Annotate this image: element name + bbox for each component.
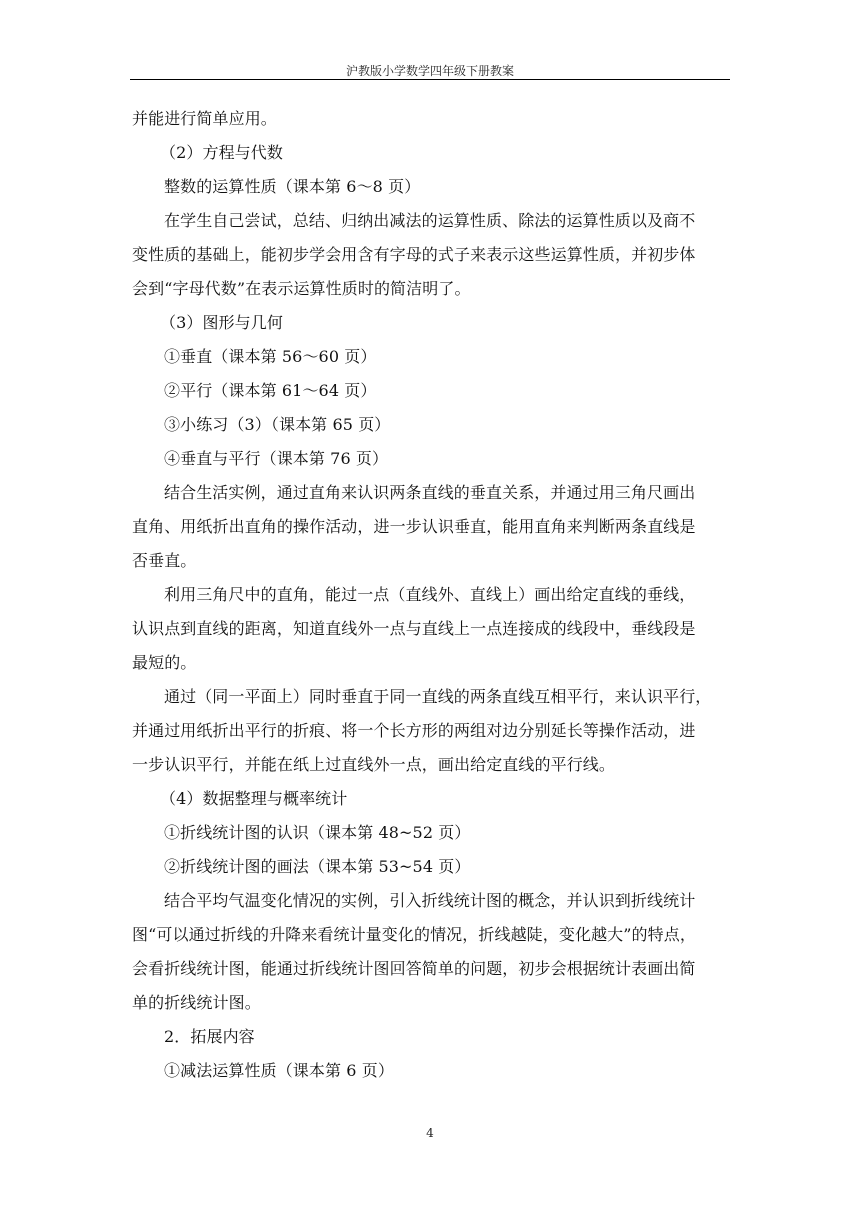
text-line: ①垂直（课本第 56～60 页） <box>164 347 377 366</box>
text-line: 结合平均气温变化情况的实例，引入折线统计图的概念，并认识到折线统计 <box>164 891 696 910</box>
text-line: 在学生自己尝试，总结、归纳出减法的运算性质、除法的运算性质以及商不 <box>164 211 696 230</box>
document-body <box>132 102 734 1088</box>
page-number: 4 <box>426 1126 434 1140</box>
text-line: 单的折线统计图。 <box>132 993 261 1012</box>
text-line: ②平行（课本第 61～64 页） <box>164 381 377 400</box>
text-line: （4）数据整理与概率统计 <box>160 789 348 808</box>
text-line: 会到“字母代数”在表示运算性质时的简洁明了。 <box>132 279 471 298</box>
text-line: ②折线统计图的画法（课本第 53~54 页） <box>164 857 471 876</box>
text-line: 图“可以通过折线的升降来看统计量变化的情况，折线越陡，变化越大”的特点， <box>132 925 696 944</box>
text-line: 最短的。 <box>132 653 197 672</box>
header-rule <box>130 79 730 80</box>
text-line: ①减法运算性质（课本第 6 页） <box>164 1061 394 1080</box>
page-header-title: 沪教版小学数学四年级下册教案 <box>345 64 514 78</box>
text-line: ④垂直与平行（课本第 76 页） <box>164 449 389 468</box>
text-line: 利用三角尺中的直角，能过一点（直线外、直线上）画出给定直线的垂线， <box>164 585 696 604</box>
text-line: （3）图形与几何 <box>160 313 283 332</box>
text-line: 2．拓展内容 <box>164 1027 255 1046</box>
text-line: 并能进行简单应用。 <box>132 109 277 128</box>
text-line: 通过（同一平面上）同时垂直于同一直线的两条直线互相平行，来认识平行， <box>164 687 712 706</box>
text-line: 会看折线统计图，能通过折线统计图回答简单的问题，初步会根据统计表画出简 <box>132 959 696 978</box>
text-line: 并通过用纸折出平行的折痕、将一个长方形的两组对边分别延长等操作活动，进 <box>132 721 696 740</box>
text-line: 直角、用纸折出直角的操作活动，进一步认识垂直，能用直角来判断两条直线是 <box>132 517 696 536</box>
text-line: ①折线统计图的认识（课本第 48~52 页） <box>164 823 471 842</box>
text-line: 变性质的基础上，能初步学会用含有字母的式子来表示这些运算性质，并初步体 <box>132 245 696 264</box>
text-line: （2）方程与代数 <box>160 143 283 162</box>
text-line: 整数的运算性质（课本第 6～8 页） <box>164 177 421 196</box>
text-line: ③小练习（3）（课本第 65 页） <box>164 415 391 434</box>
text-line: 结合生活实例，通过直角来认识两条直线的垂直关系，并通过用三角尺画出 <box>164 483 696 502</box>
text-line: 一步认识平行，并能在纸上过直线外一点，画出给定直线的平行线。 <box>132 755 616 774</box>
text-line: 认识点到直线的距离，知道直线外一点与直线上一点连接成的线段中，垂线段是 <box>132 619 696 638</box>
text-line: 否垂直。 <box>132 551 197 570</box>
